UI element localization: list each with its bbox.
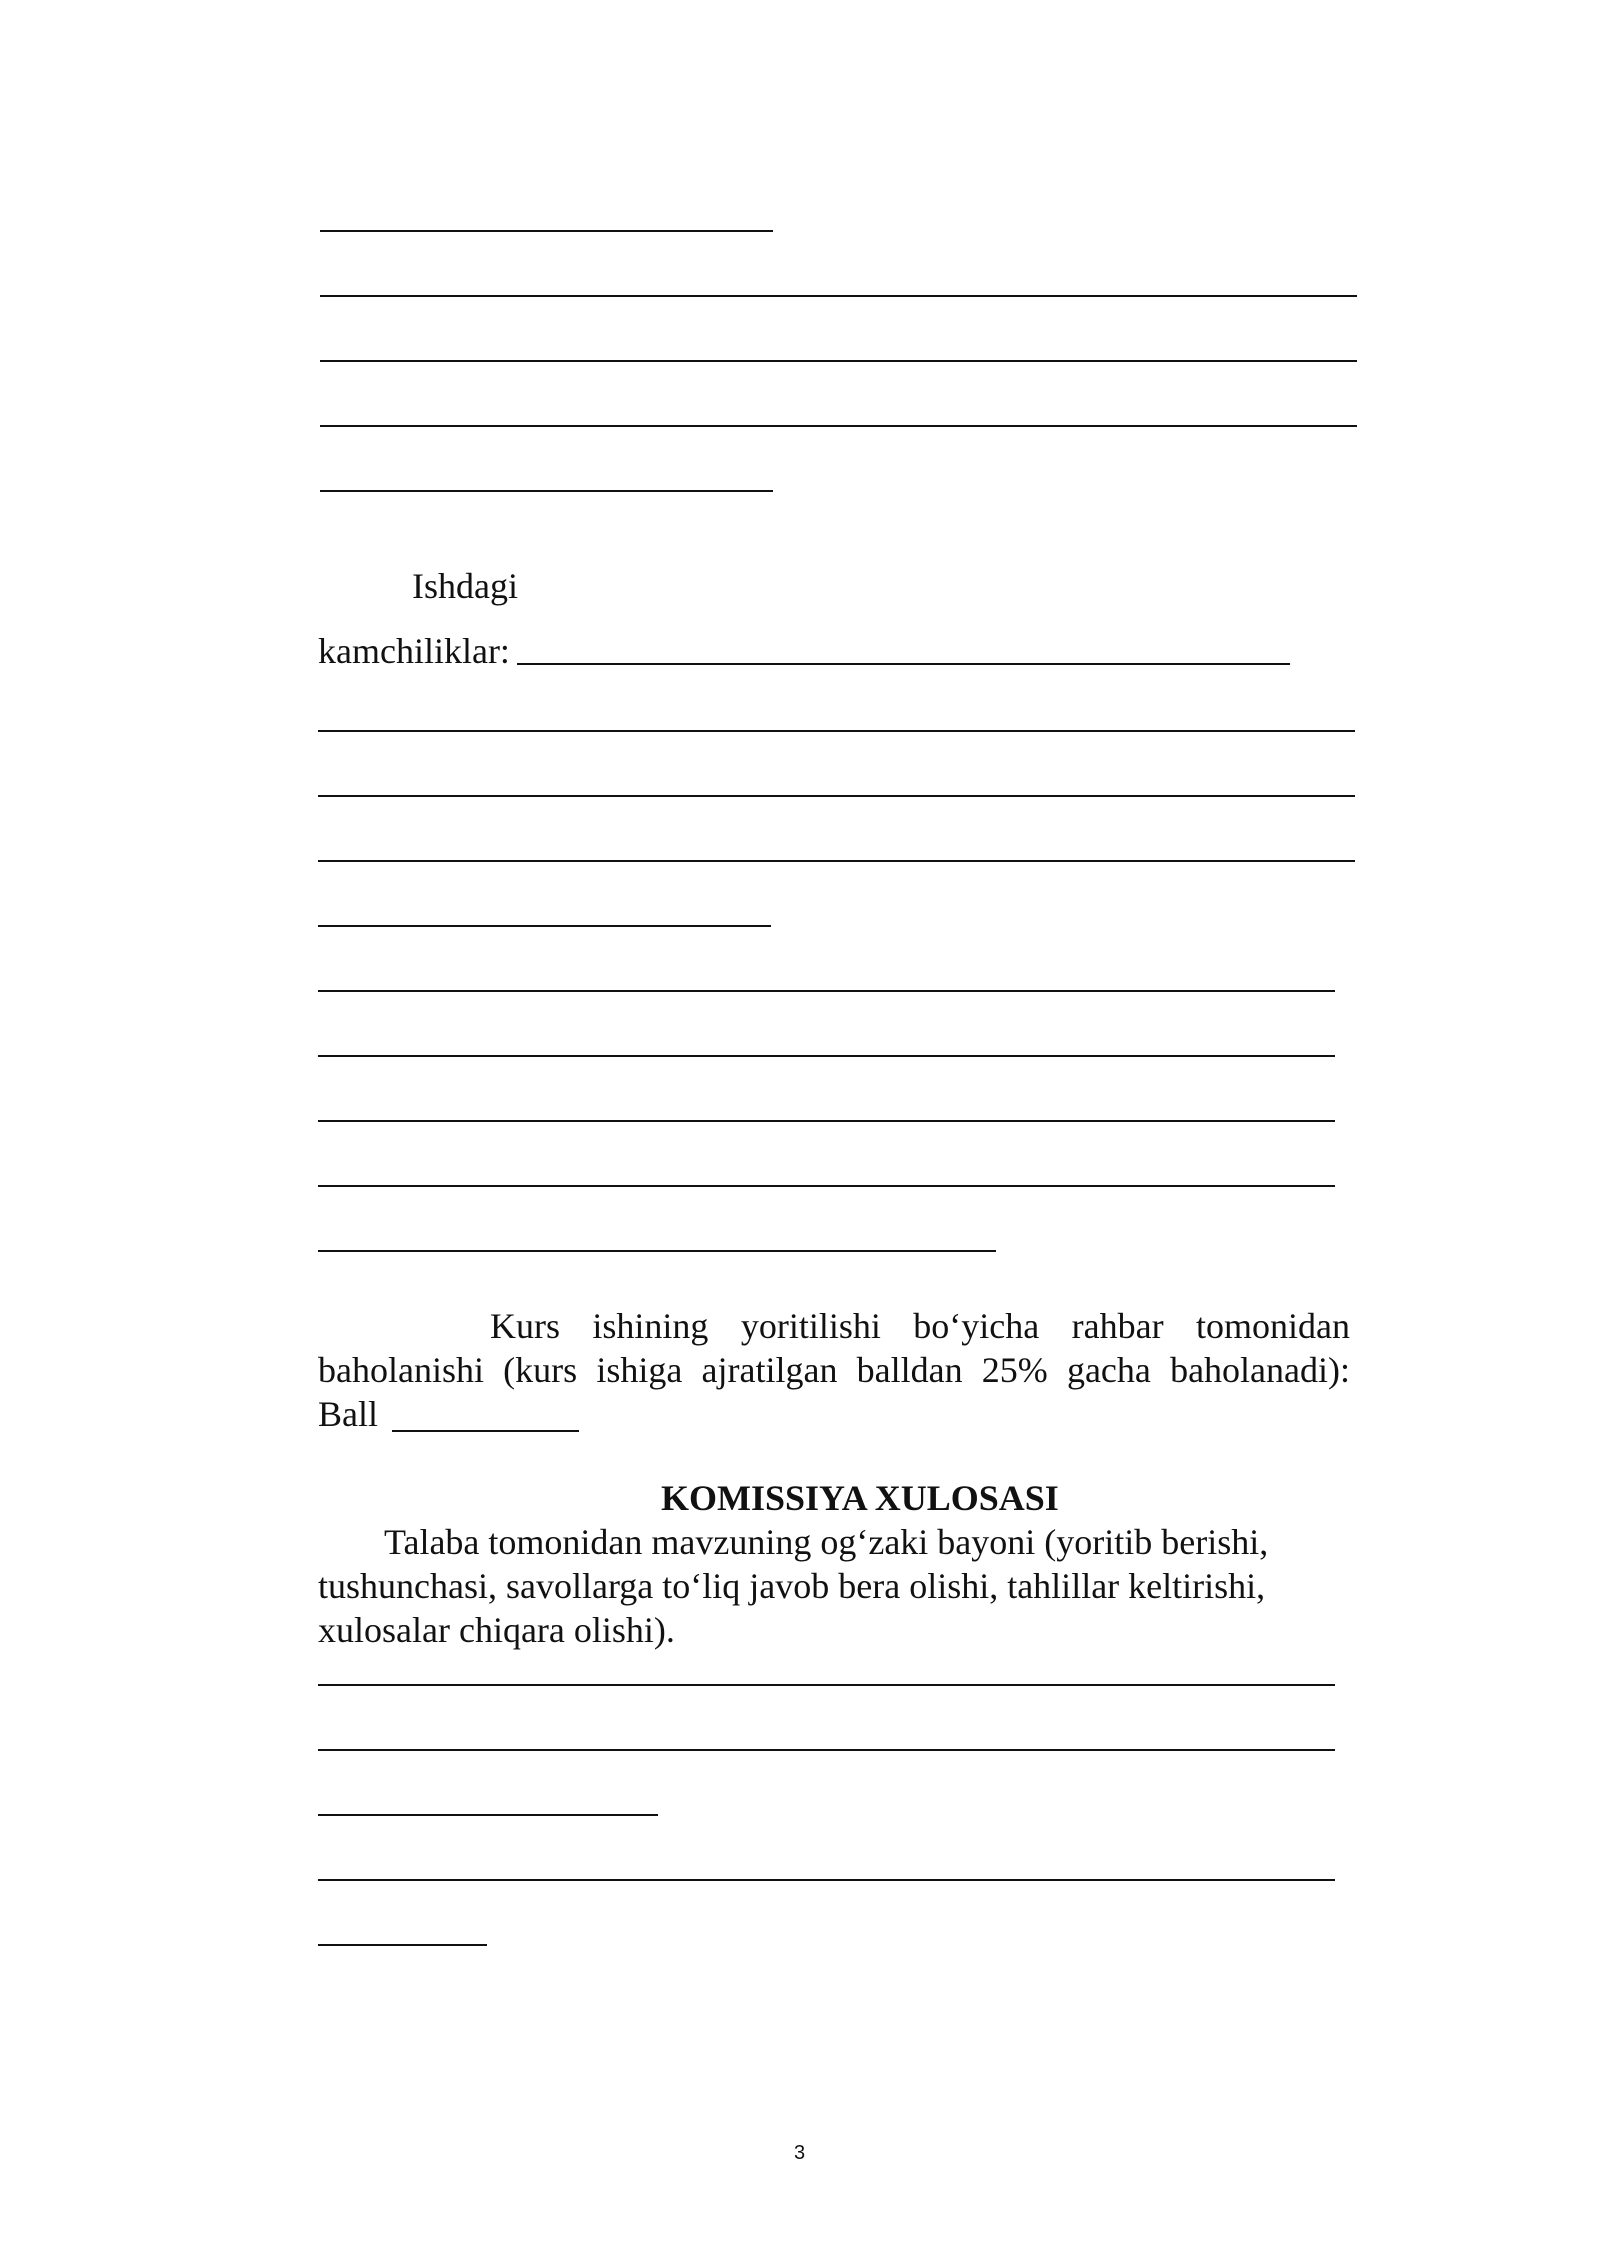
blank-line[interactable] — [318, 730, 1355, 732]
commission-paragraph — [318, 1520, 1358, 1652]
blank-line[interactable] — [318, 1879, 1335, 1881]
blank-line[interactable] — [318, 1120, 1335, 1122]
blank-line[interactable] — [320, 230, 773, 232]
blank-line[interactable] — [318, 925, 771, 927]
commission-line-1: Talaba tomonidan mavzuning og‘zaki bayoni (yoritib berishi, — [384, 1522, 1269, 1562]
assessment-line-1: Kurs ishining yoritilishi bo‘yicha rahbar tomonidan — [490, 1306, 1350, 1346]
blank-line[interactable] — [320, 295, 1357, 297]
label-kamchiliklar: kamchiliklar: — [318, 631, 510, 671]
commission-heading: KOMISSIYA XULOSASI — [661, 1478, 1059, 1518]
commission-line-3: xulosalar chiqara olishi). — [318, 1610, 675, 1650]
blank-line[interactable] — [318, 860, 1355, 862]
blank-line[interactable] — [318, 795, 1355, 797]
blank-line[interactable] — [318, 1749, 1335, 1751]
ball-score-field-line[interactable] — [392, 1430, 579, 1432]
blank-line[interactable] — [320, 425, 1357, 427]
blank-line[interactable] — [318, 1055, 1335, 1057]
blank-line[interactable] — [320, 360, 1357, 362]
blank-line[interactable] — [318, 990, 1335, 992]
blank-line[interactable] — [318, 1185, 1335, 1187]
assessment-line-2: baholanishi (kurs ishiga ajratilgan balldan 25% gacha baholanadi): — [318, 1350, 1350, 1390]
blank-line[interactable] — [318, 1250, 996, 1252]
blank-line[interactable] — [318, 1684, 1335, 1686]
assessment-paragraph — [318, 1304, 1350, 1436]
commission-line-2: tushunchasi, savollarga to‘liq javob bera olishi, tahlillar keltirishi, — [318, 1566, 1266, 1606]
blank-line[interactable] — [318, 1814, 658, 1816]
page-number: 3 — [794, 2142, 806, 2164]
blank-line[interactable] — [320, 490, 773, 492]
kamchiliklar-field-line[interactable] — [517, 663, 1290, 665]
ball-label: Ball — [318, 1394, 378, 1434]
label-ishdagi: Ishdagi — [412, 566, 518, 606]
blank-line[interactable] — [318, 1944, 487, 1946]
